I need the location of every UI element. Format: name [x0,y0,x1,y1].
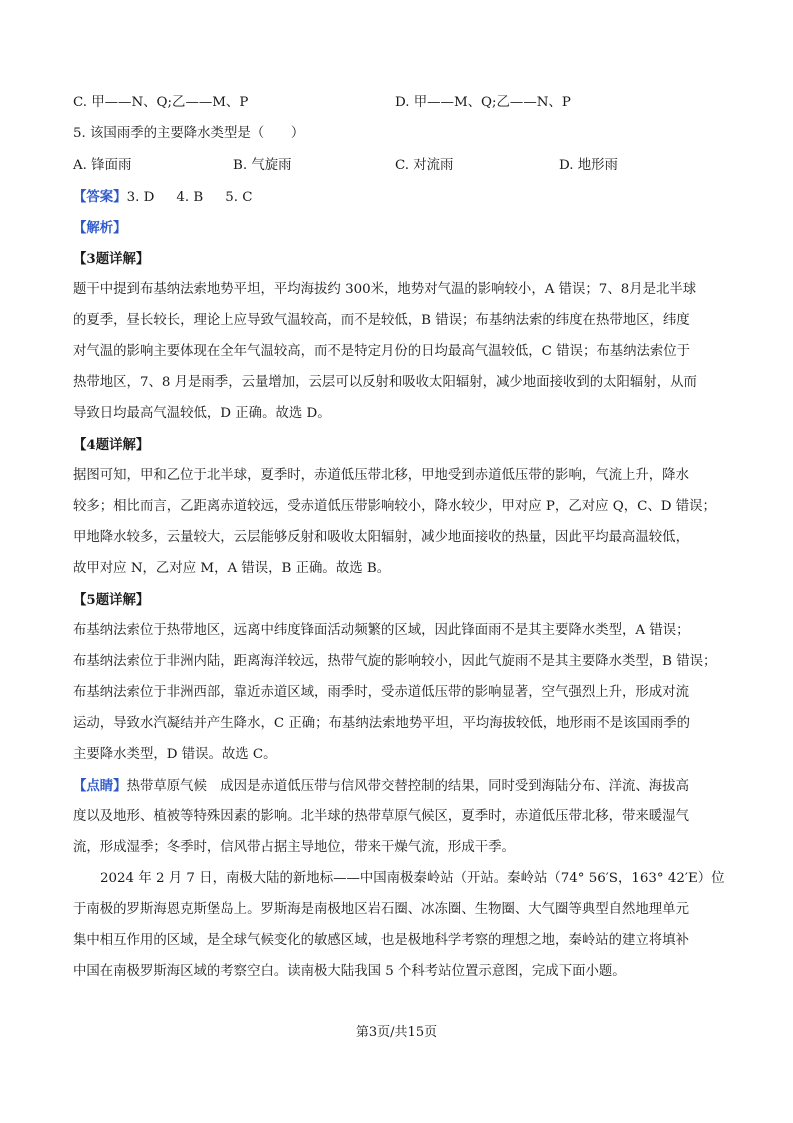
answer-4: 4. B [176,190,204,205]
option-d: D. 地形雨 [559,158,618,173]
q4-line-1: 据图可知，甲和乙位于北半球，夏季时，赤道低压带北移，甲地受到赤道低压带的影响，气流上升，降水 [73,468,689,483]
q3-line-4: 热带地区，7、8 月是雨季，云量增加，云层可以反射和吸收太阳辐射，减少地面接收到的太阳辐射，从而 [73,375,697,390]
q5-line-2: 布基纳法索位于非洲内陆，距离海洋较远，热带气旋的影响较小，因此气旋雨不是其主要降水类型，B 错误； [73,654,717,669]
tip-line-2: 度以及地形、植被等特殊因素的影响。北半球的热带草原气候区，夏季时，赤道低压带北移，带来暖湿气 [73,809,689,824]
tip-line-1: 【点睛】热带草原气候 成因是赤道低压带与信风带交替控制的结果，同时受到海陆分布、洋流、海拔高 [73,778,689,794]
answer-3: 3. D [126,190,155,205]
passage-line-3: 集中相互作用的区域，是全球气候变化的敏感区域，也是极地科学考察的理想之地，秦岭站的建立将填补 [73,933,689,948]
q5-line-5: 主要降水类型，D 错误。故选 C。 [73,747,277,762]
q3-line-5: 导致日均最高气温较低，D 正确。故选 D。 [73,406,331,421]
q4-line-3: 甲地降水较多，云量较大，云层能够反射和吸收太阳辐射，减少地面接收的热量，因此平均最高温较低， [73,530,689,545]
q4-line-2: 较多；相比而言，乙距离赤道较远，受赤道低压带影响较小，降水较少，甲对应 P，乙对应 Q，C、D 错误； [73,499,716,514]
q5-line-3: 布基纳法索位于非洲西部，靠近赤道区域，雨季时，受赤道低压带的影响显著，空气强烈上升，形成对流 [73,685,689,700]
tip-line-3: 流，形成湿季；冬季时，信风带占据主导地位，带来干燥气流，形成干季。 [73,840,515,855]
q3-line-1: 题干中提到布基纳法索地势平坦，平均海拔约 300米，地势对气温的影响较小，A 错误；7、8月是北半球 [73,282,697,297]
option-b: B. 气旋雨 [233,158,292,173]
option-d: D. 甲——M、Q;乙——N、P [395,95,571,110]
q5-line-4: 运动，导致水汽凝结并产生降水，C 正确；布基纳法索地势平坦，平均海拔较低，地形雨不是该国雨季的 [73,716,691,731]
q3-heading: 【3题详解】 [73,251,150,267]
q5-heading: 【5题详解】 [73,592,150,608]
page-footer: 第3页/共15页 [355,1025,438,1040]
answer-5: 5. C [225,190,253,205]
tip-tag: 【点睛】 [73,778,127,794]
passage-line-2: 于南极的罗斯海恩克斯堡岛上。罗斯海是南极地区岩石圈、冰冻圈、生物圈、大气圈等典型自然地理单元 [73,902,689,917]
analysis-heading: 【解析】 [73,220,127,236]
question-5-stem: 5. 该国雨季的主要降水类型是（ ） [73,126,305,141]
q4-line-4: 故甲对应 N，乙对应 M，A 错误，B 正确。故选 B。 [73,561,391,576]
answer-line [73,187,733,208]
passage-line-4: 中国在南极罗斯海区域的考察空白。读南极大陆我国 5 个科考站位置示意图，完成下面小题。 [73,964,626,979]
option-c: C. 甲——N、Q;乙——M、P [73,95,249,110]
option-c: C. 对流雨 [395,158,454,173]
q3-line-3: 对气温的影响主要体现在全年气温较高，而不是特定月份的日均最高气温较低，C 错误；布基纳法索位于 [73,344,691,359]
q3-line-2: 的夏季，昼长较长，理论上应导致气温较高，而不是较低，B 错误；布基纳法索的纬度在热带地区，纬度 [73,313,690,328]
option-a: A. 锋面雨 [73,158,132,173]
q5-line-1: 布基纳法索位于热带地区，远离中纬度锋面活动频繁的区域，因此锋面雨不是其主要降水类型，A 错误； [73,623,690,638]
passage-line-1: 2024 年 2 月 7 日，南极大陆的新地标——中国南极秦岭站（开站。秦岭站（74° 56′S，163° 42′E）位 [100,871,725,886]
q4-heading: 【4题详解】 [73,437,150,453]
answer-tag: 【答案】 [73,189,127,205]
